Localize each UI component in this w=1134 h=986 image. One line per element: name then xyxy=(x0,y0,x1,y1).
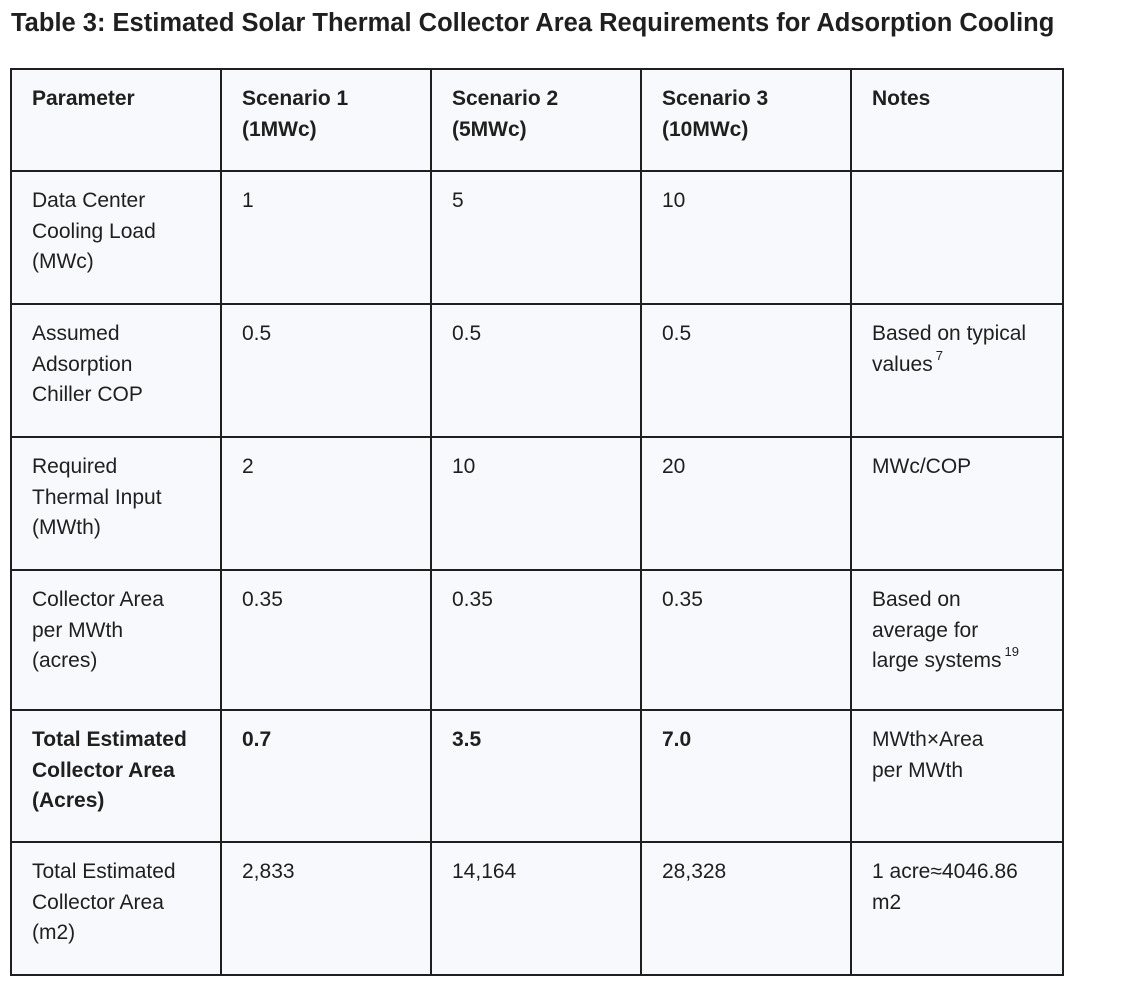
cell-text-line xyxy=(872,646,1052,677)
header-subtext: (1MWc) xyxy=(242,117,317,141)
cell-notes xyxy=(851,171,1063,304)
cell-notes xyxy=(851,842,1063,975)
cell-parameter xyxy=(11,437,221,570)
cell-text: Based on xyxy=(872,588,961,611)
cell-text: Collector Area xyxy=(32,890,164,914)
cell-text: (m2) xyxy=(32,921,76,944)
cell-text: per MWth xyxy=(872,758,964,782)
cell-scenario-1: 1 xyxy=(221,171,431,304)
cell-text: Collector Area xyxy=(32,588,164,611)
cell-scenario-2: 0.5 xyxy=(431,304,641,437)
cell-text: large systems xyxy=(872,649,1002,672)
cell-text: Adsorption xyxy=(32,352,133,376)
table-row xyxy=(11,842,1063,975)
cell-parameter xyxy=(11,171,221,304)
cell-text: values xyxy=(872,352,933,376)
table-row xyxy=(11,710,1063,842)
cell-text: Total Estimated xyxy=(32,728,187,751)
header-text: Parameter xyxy=(32,87,135,110)
cell-notes xyxy=(851,437,1063,570)
cell-scenario-2: 3.5 xyxy=(431,710,641,842)
cell-scenario-2: 0.35 xyxy=(431,570,641,710)
cell-parameter xyxy=(11,842,221,975)
header-scenario-1 xyxy=(221,69,431,171)
cell-text: Assumed xyxy=(32,322,120,345)
cell-scenario-1: 0.35 xyxy=(221,570,431,710)
cell-parameter xyxy=(11,304,221,437)
header-text: Scenario 3 xyxy=(662,87,769,110)
header-text: Scenario 2 xyxy=(452,87,559,110)
cell-text: 1 acre≈4046.86 xyxy=(872,860,1018,883)
cell-text: (MWth) xyxy=(32,516,101,539)
cell-text: Chiller COP xyxy=(32,383,143,406)
citation-reference[interactable]: 7 xyxy=(935,347,943,363)
header-parameter xyxy=(11,69,221,171)
cell-notes xyxy=(851,570,1063,710)
cell-text: MWth×Area xyxy=(872,728,984,751)
cell-scenario-3: 28,328 xyxy=(641,842,851,975)
cell-text: (MWc) xyxy=(32,250,94,273)
cell-scenario-3: 0.35 xyxy=(641,570,851,710)
cell-parameter xyxy=(11,570,221,710)
cell-text: Collector Area xyxy=(32,758,175,782)
table-title: Table 3: Estimated Solar Thermal Collector Area Requirements for Adsorption Cooling xyxy=(11,9,1055,37)
header-scenario-2 xyxy=(431,69,641,171)
cell-text: average for xyxy=(872,618,979,642)
cell-text: Total Estimated xyxy=(32,860,176,883)
cell-scenario-1: 2,833 xyxy=(221,842,431,975)
cell-scenario-2: 5 xyxy=(431,171,641,304)
cell-parameter xyxy=(11,710,221,842)
cell-text: (Acres) xyxy=(32,789,105,812)
cell-scenario-3: 20 xyxy=(641,437,851,570)
cell-text: Cooling Load xyxy=(32,219,156,243)
collector-area-table xyxy=(10,68,1064,976)
cell-scenario-3: 0.5 xyxy=(641,304,851,437)
cell-notes xyxy=(851,710,1063,842)
cell-text: MWc/COP xyxy=(872,455,972,478)
header-notes xyxy=(851,69,1063,171)
cell-text: Thermal Input xyxy=(32,485,162,509)
citation-reference[interactable]: 19 xyxy=(1004,644,1020,659)
cell-scenario-3: 7.0 xyxy=(641,710,851,842)
cell-text: Data Center xyxy=(32,189,146,212)
table-row xyxy=(11,304,1063,437)
header-scenario-3 xyxy=(641,69,851,171)
header-subtext: (5MWc) xyxy=(452,117,527,141)
cell-scenario-3: 10 xyxy=(641,171,851,304)
header-subtext: (10MWc) xyxy=(662,117,749,141)
cell-notes xyxy=(851,304,1063,437)
cell-text-line xyxy=(872,347,1052,381)
table-row xyxy=(11,570,1063,710)
cell-scenario-2: 14,164 xyxy=(431,842,641,975)
cell-scenario-1: 2 xyxy=(221,437,431,570)
header-text: Scenario 1 xyxy=(242,87,349,110)
cell-scenario-1: 0.5 xyxy=(221,304,431,437)
cell-scenario-2: 10 xyxy=(431,437,641,570)
cell-text: (acres) xyxy=(32,649,98,672)
table-row xyxy=(11,437,1063,570)
cell-scenario-1: 0.7 xyxy=(221,710,431,842)
header-text: Notes xyxy=(872,87,931,110)
table-header-row xyxy=(11,69,1063,171)
cell-text: Based on typical xyxy=(872,322,1027,345)
cell-text: per MWth xyxy=(32,618,124,642)
cell-text: m2 xyxy=(872,890,902,914)
table-row xyxy=(11,171,1063,304)
cell-text: Required xyxy=(32,455,118,478)
